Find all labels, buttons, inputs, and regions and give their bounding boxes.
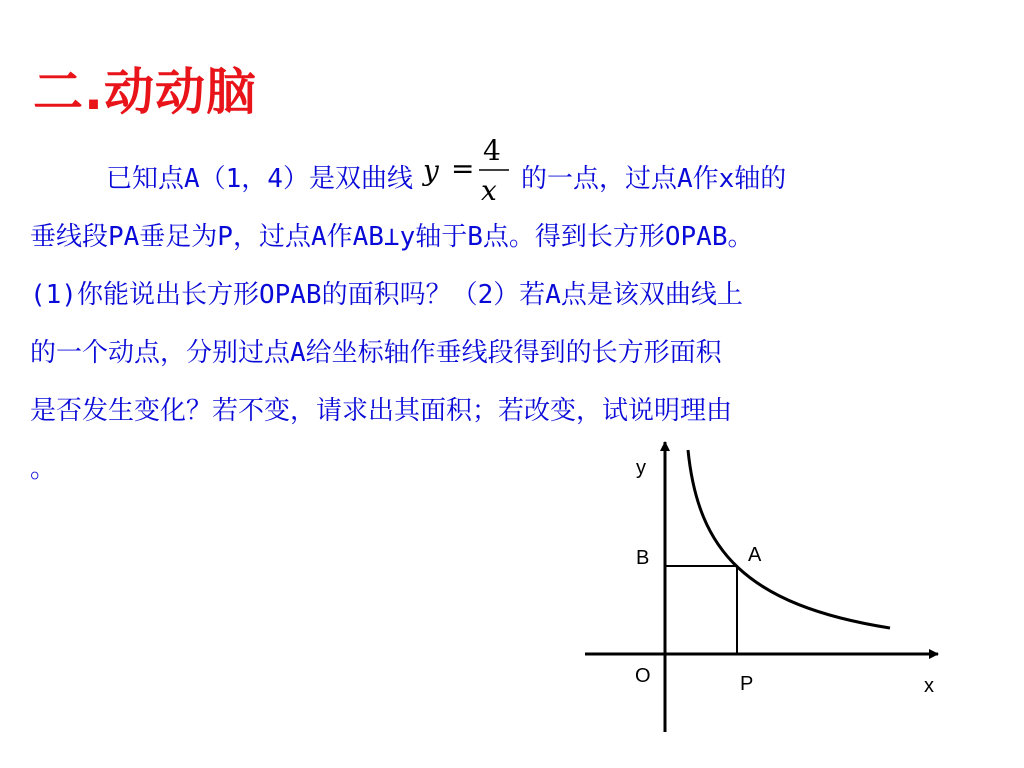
y-axis-label: y	[636, 457, 646, 479]
point-b-label: B	[636, 547, 650, 569]
hyperbola-graph	[580, 440, 960, 740]
formula-numerator: 4	[482, 134, 501, 167]
formula-equals: =	[450, 152, 475, 185]
problem-line-1	[30, 134, 960, 208]
x-axis-label: x	[924, 675, 934, 697]
problem-line-6: 。	[30, 454, 57, 484]
problem-line-1-after: 的一点，过点A作x轴的	[520, 164, 787, 194]
hyperbola-formula	[413, 134, 521, 208]
problem-line-1-before: 已知点A（1，4）是双曲线	[106, 164, 413, 194]
page-title: 二.动动脑	[33, 63, 257, 121]
point-p-label: P	[740, 673, 754, 695]
hyperbola-curve	[688, 450, 890, 628]
problem-line-3: (1)你能说出长方形OPAB的面积吗？（2）若A点是该双曲线上	[30, 280, 743, 310]
formula-lhs: y	[422, 154, 439, 187]
point-a-label: A	[748, 544, 762, 566]
formula-denominator: x	[480, 174, 497, 207]
problem-line-4: 的一个动点，分别过点A给坐标轴作垂线段得到的长方形面积	[30, 338, 722, 368]
origin-label: O	[635, 665, 651, 687]
problem-line-2: 垂线段PA垂足为P，过点A作AB⊥y轴于B点。得到长方形OPAB。	[30, 222, 754, 252]
problem-line-5: 是否发生变化？若不变，请求出其面积；若改变，试说明理由	[30, 396, 733, 426]
